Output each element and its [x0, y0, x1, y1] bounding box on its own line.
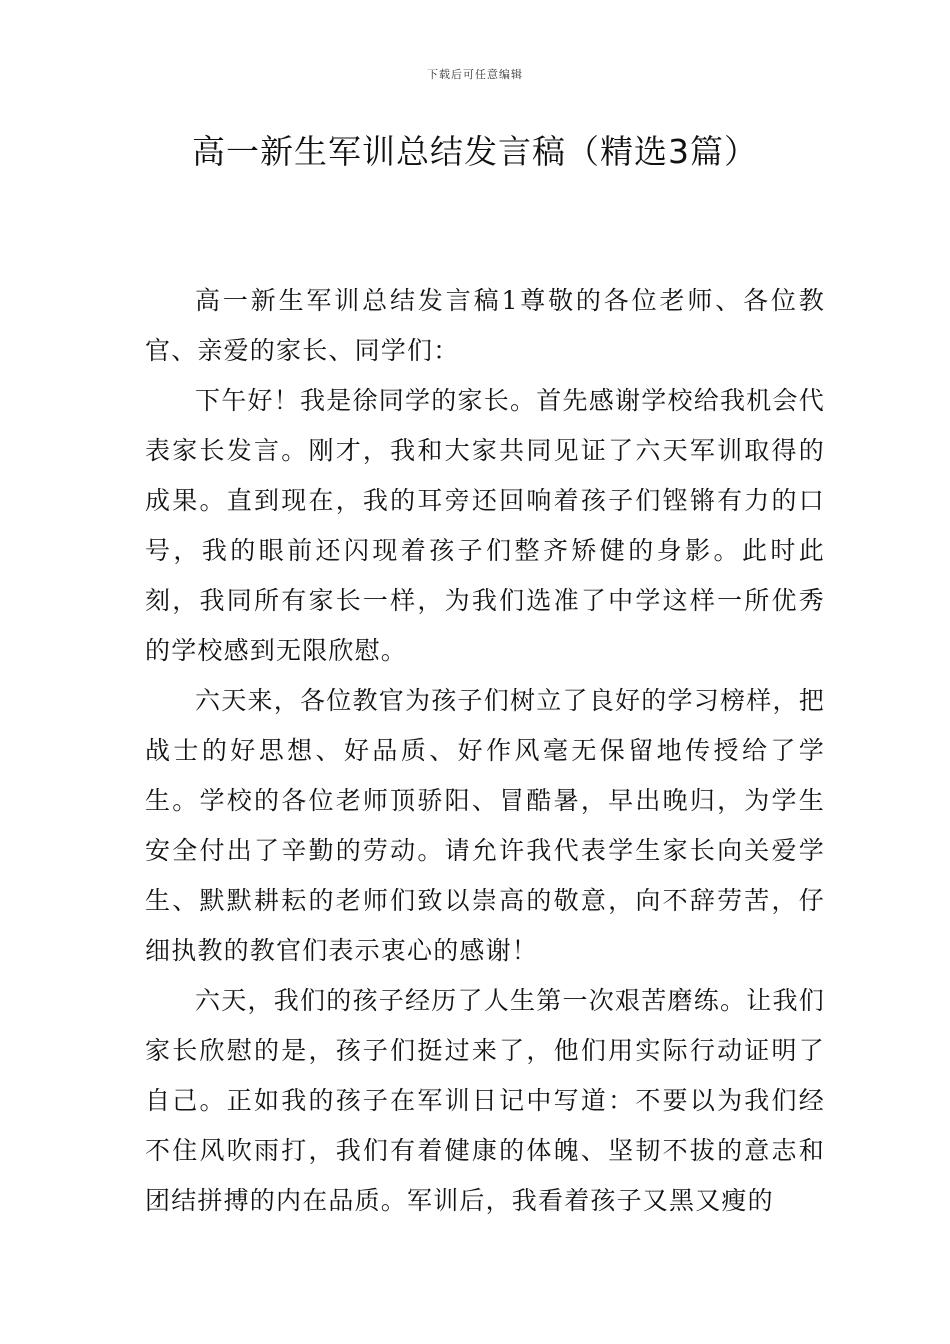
paragraph: 六天来，各位教官为孩子们树立了良好的学习榜样，把战士的好思想、好品质、好作风毫无保留地传授给了学生。学校的各位老师顶骄阳、冒酷暑，早出晚归，为学生安全付出了辛勤的劳动。请允许我代表学生家长向关爱学生、默默耕耘的老师们致以崇高的敬意，向不辞劳苦，仔细执教的教官们表示衷心的感谢！: [145, 686, 825, 965]
document-title: 高一新生军训总结发言稿（精选3篇）: [192, 132, 758, 171]
header-note: 下载后可任意编辑: [427, 68, 523, 81]
paragraph: 六天，我们的孩子经历了人生第一次艰苦磨练。让我们家长欣慰的是，孩子们挺过来了，他们用实际行动证明了自己。正如我的孩子在军训日记中写道：不要以为我们经不住风吹雨打，我们有着健康的体魄、坚韧不拔的意志和团结拼搏的内在品质。军训后，我看着孩子又黑又瘦的: [145, 986, 825, 1215]
paragraph: 下午好！我是徐同学的家长。首先感谢学校给我机会代表家长发言。刚才，我和大家共同见证了六天军训取得的成果。直到现在，我的耳旁还回响着孩子们铿锵有力的口号，我的眼前还闪现着孩子们整齐矫健的身影。此时此刻，我同所有家长一样，为我们选准了中学这样一所优秀的学校感到无限欣慰。: [145, 386, 825, 665]
document-body: [145, 276, 825, 1226]
paragraph: 高一新生军训总结发言稿1尊敬的各位老师、各位教官、亲爱的家长、同学们：: [145, 286, 825, 365]
